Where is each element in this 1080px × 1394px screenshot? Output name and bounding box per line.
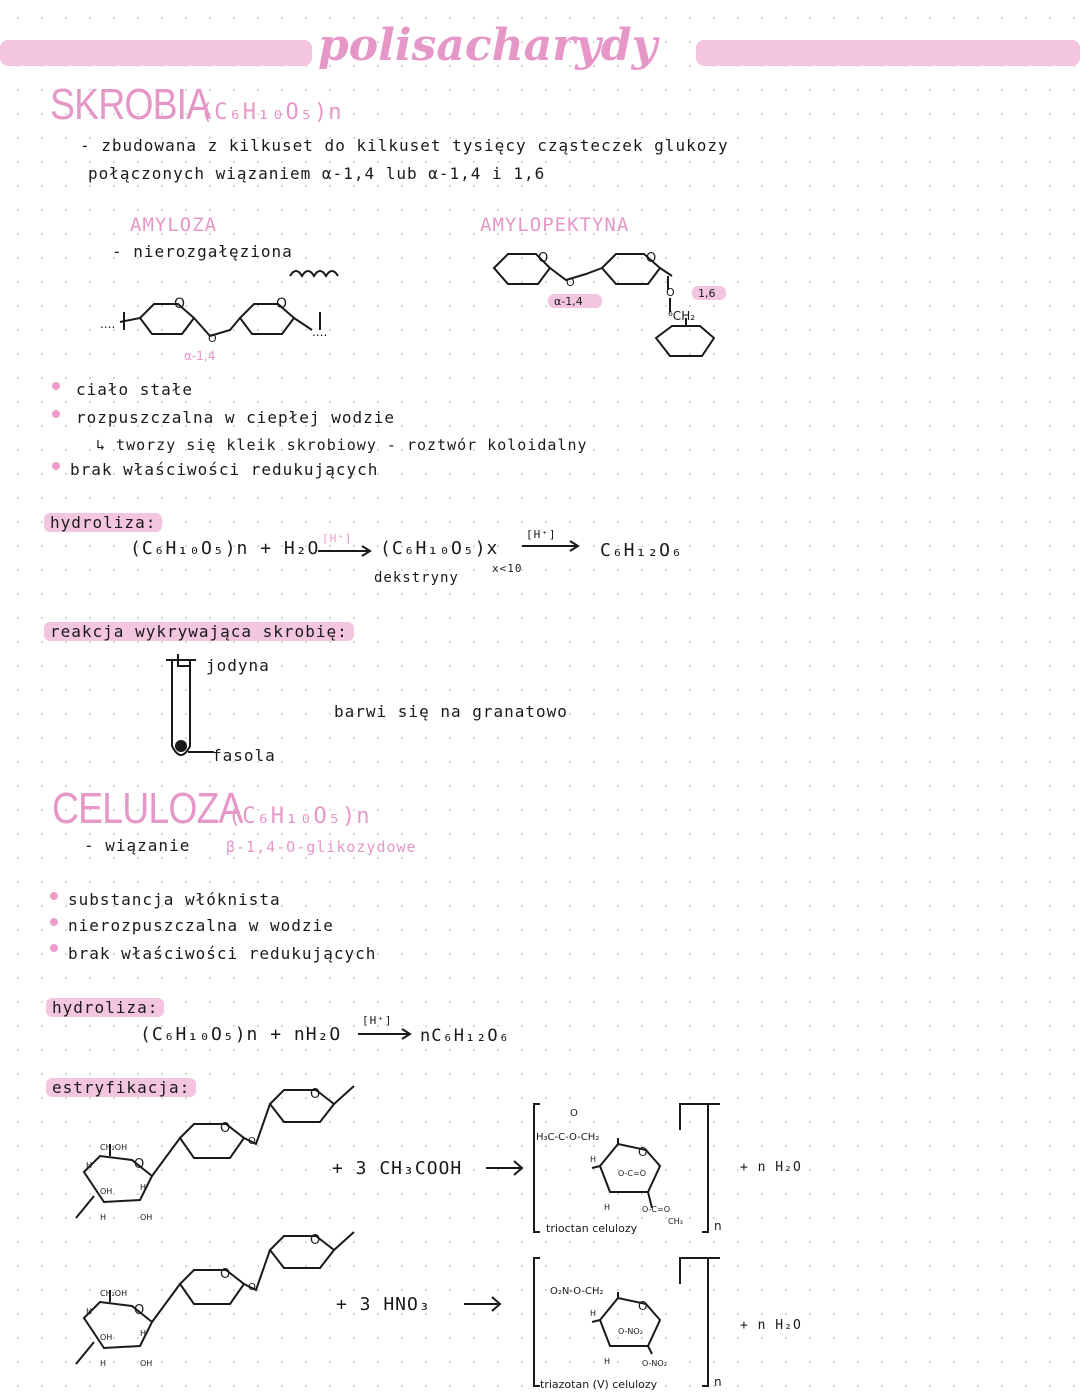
svg-text:....: ....	[312, 325, 328, 339]
svg-text:O: O	[566, 276, 575, 289]
skrobia-hydroliza-lhs: (C₆H₁₀O₅)n + H₂O	[130, 538, 320, 559]
svg-text:H: H	[604, 1203, 611, 1212]
celuloza-bullet-2: nierozpuszczalna w wodzie	[68, 916, 334, 935]
svg-text:CH₃: CH₃	[668, 1217, 683, 1226]
water-1: + n H₂O	[740, 1160, 802, 1175]
reagent-acetic-acid: + 3 CH₃COOH	[332, 1158, 463, 1179]
bullet-dot	[52, 382, 60, 390]
amyloza-desc: - nierozgałęziona	[112, 242, 293, 261]
amyloza-heading: AMYLOZA	[130, 214, 218, 236]
amylopektyna-structure	[490, 240, 750, 370]
celuloza-bullet-3: brak właściwości redukujących	[68, 944, 377, 963]
skrobia-formula: (C₆H₁₀O₅)n	[200, 100, 343, 125]
dekstryny-label: dekstryny	[374, 570, 459, 586]
water-2: + n H₂O	[740, 1318, 802, 1333]
svg-text:H: H	[100, 1213, 107, 1222]
celuloza-formula: (C₆H₁₀O₅)n	[228, 804, 371, 829]
skrobia-heading: SKROBIA	[50, 80, 211, 129]
svg-text:O: O	[638, 1299, 648, 1313]
skrobia-hydroliza-rhs: C₆H₁₂O₆	[600, 540, 683, 561]
cellulose-chain-1	[70, 1080, 370, 1220]
svg-text:O₂N-O-CH₂: O₂N-O-CH₂	[550, 1286, 604, 1297]
reakcja-label: reakcja wykrywająca skrobię:	[44, 622, 354, 641]
amyloza-structure	[90, 262, 390, 362]
arrow-icon	[464, 1296, 508, 1312]
svg-text:O: O	[220, 1267, 231, 1282]
svg-text:OH: OH	[100, 1187, 113, 1196]
celuloza-catalyst: [H⁺]	[362, 1014, 393, 1027]
svg-text:H: H	[140, 1329, 147, 1338]
svg-text:O: O	[638, 1145, 648, 1159]
svg-text:O: O	[134, 1303, 145, 1318]
svg-text:O: O	[134, 1157, 145, 1172]
svg-text:H: H	[86, 1307, 93, 1316]
svg-text:O-NO₂: O-NO₂	[642, 1359, 667, 1368]
svg-text:CH₂OH: CH₂OH	[100, 1289, 128, 1298]
amylopektyna-bond2: 1,6	[698, 287, 716, 300]
svg-text:O: O	[248, 1136, 256, 1147]
amyloza-bond-label: α-1,4	[184, 349, 216, 363]
ch2-label: ⁶CH₂	[668, 309, 696, 323]
svg-text:CH₂OH: CH₂OH	[100, 1143, 128, 1152]
skrobia-bullet-3: brak właściwości redukujących	[70, 460, 379, 479]
svg-text:O: O	[174, 296, 186, 312]
page-title: polisacharydy	[318, 20, 658, 71]
svg-text:O: O	[248, 1282, 256, 1293]
celuloza-heading: CELULOZA	[52, 784, 243, 833]
celuloza-bullet-1: substancja włóknista	[68, 890, 281, 909]
svg-text:O: O	[310, 1233, 321, 1248]
svg-text:O: O	[646, 251, 657, 266]
svg-text:O: O	[276, 296, 288, 312]
skrobia-catalyst-2: [H⁺]	[526, 528, 557, 541]
celuloza-hydroliza-label: hydroliza:	[46, 998, 164, 1017]
skrobia-hydroliza-label: hydroliza:	[44, 513, 162, 532]
cellulose-trinitrate-structure	[530, 1254, 730, 1394]
svg-text:O: O	[570, 1108, 578, 1119]
skrobia-desc-line2: połączonych wiązaniem α-1,4 lub α-1,4 i 1,6	[88, 164, 546, 183]
svg-text:....: ....	[100, 317, 116, 331]
bullet-dot	[52, 410, 60, 418]
celuloza-hydroliza-rhs: nC₆H₁₂O₆	[420, 1026, 510, 1046]
svg-text:H₃C-C-O-CH₂: H₃C-C-O-CH₂	[536, 1132, 600, 1143]
title-bar-right	[696, 40, 1080, 66]
cellulose-triacetate-structure	[530, 1100, 730, 1240]
product2-label: triazotan (V) celulozy	[540, 1378, 658, 1391]
amylopektyna-bond1: α-1,4	[554, 295, 583, 308]
bullet-dot	[50, 918, 58, 926]
svg-text:O: O	[538, 251, 549, 266]
arrow-icon	[358, 1028, 418, 1040]
bullet-dot	[52, 462, 60, 470]
svg-text:H: H	[140, 1183, 147, 1192]
svg-text:O: O	[220, 1121, 231, 1136]
svg-text:O-C=O: O-C=O	[618, 1169, 646, 1178]
skrobia-bullet-1: ciało stałe	[76, 380, 193, 399]
x-condition: x<10	[492, 562, 523, 575]
svg-text:O-C=O: O-C=O	[642, 1205, 670, 1214]
bullet-dot	[50, 944, 58, 952]
reakcja-result: barwi się na granatowo	[334, 702, 568, 721]
svg-text:OH: OH	[140, 1359, 153, 1368]
svg-text:O-NO₂: O-NO₂	[618, 1327, 643, 1336]
skrobia-catalyst-1: [H⁺]	[322, 532, 353, 545]
fasola-label: fasola	[212, 746, 276, 765]
celuloza-hydroliza-eq: (C₆H₁₀O₅)n + nH₂O	[140, 1024, 342, 1045]
svg-text:O: O	[208, 332, 217, 345]
svg-text:n: n	[714, 1219, 722, 1233]
reagent-nitric-acid: + 3 HNO₃	[336, 1294, 431, 1315]
amylopektyna-heading: AMYLOPEKTYNA	[480, 214, 630, 236]
svg-text:H: H	[86, 1161, 93, 1170]
svg-text:OH: OH	[140, 1213, 153, 1222]
title-bar-left	[0, 40, 312, 66]
svg-text:H: H	[604, 1357, 611, 1366]
svg-text:H: H	[100, 1359, 107, 1368]
celuloza-bond-prefix: - wiązanie	[84, 836, 191, 855]
skrobia-sub-bullet: ↳ tworzy się kleik skrobiowy - roztwór koloidalny	[96, 436, 588, 454]
skrobia-hydroliza-mid: (C₆H₁₀O₅)x	[380, 538, 499, 559]
bullet-dot	[50, 892, 58, 900]
cellulose-chain-2	[70, 1226, 370, 1366]
svg-text:H: H	[590, 1155, 597, 1164]
product1-label: trioctan celulozy	[546, 1222, 638, 1235]
celuloza-bond: β-1,4-O-glikozydowe	[226, 838, 417, 856]
svg-text:OH: OH	[100, 1333, 113, 1342]
skrobia-bullet-2: rozpuszczalna w ciepłej wodzie	[76, 408, 395, 427]
jodyna-label: jodyna	[206, 656, 270, 675]
estryfikacja-label: estryfikacja:	[46, 1078, 196, 1097]
arrow-icon	[318, 545, 378, 557]
svg-text:O: O	[666, 286, 675, 299]
svg-text:n: n	[714, 1375, 722, 1389]
svg-text:O: O	[310, 1087, 321, 1102]
arrow-icon	[522, 540, 582, 552]
arrow-icon	[486, 1160, 530, 1176]
skrobia-desc-line1: - zbudowana z kilkuset do kilkuset tysięcy cząsteczek glukozy	[80, 136, 729, 155]
svg-text:H: H	[590, 1309, 597, 1318]
